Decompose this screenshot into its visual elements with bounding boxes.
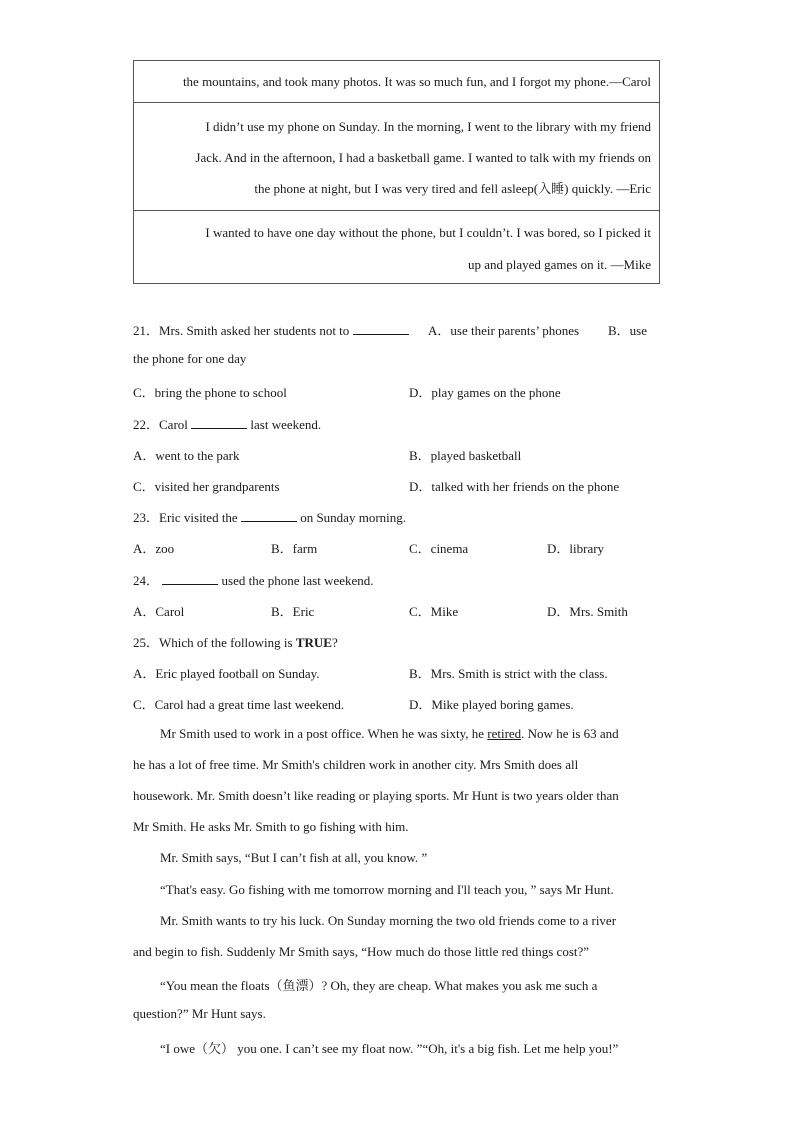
- table-row-mike: [134, 210, 659, 283]
- passage-line: and begin to fish. Suddenly Mr Smith says, “How much do those little red things cost?”: [133, 944, 590, 959]
- passage-line: [160, 726, 619, 742]
- question-23-option-c: C．cinema: [409, 541, 469, 556]
- question-23-stem: 23．Eric visited the: [133, 510, 238, 525]
- table-text-line: I didn’t use my phone on Sunday. In the morning, I went to the library with my friend: [205, 119, 651, 134]
- table-text-line: I wanted to have one day without the phone, but I couldn’t. I was bored, so I picked it: [205, 225, 651, 240]
- passage-text: . Now he is 63 and: [521, 726, 619, 741]
- answer-blank: [191, 418, 247, 429]
- question-21-stem: 21．Mrs. Smith asked her students not to: [133, 323, 350, 338]
- passage-line: he has a lot of free time. Mr Smith's children work in another city. Mrs Smith does all: [133, 757, 579, 772]
- question-25-option-a: A．Eric played football on Sunday.: [133, 666, 320, 681]
- passage-line: Mr. Smith wants to try his luck. On Sunday morning the two old friends come to a river: [160, 913, 617, 928]
- question-21-option-b-cont: the phone for one day: [133, 351, 247, 366]
- question-25-option-c: C．Carol had a great time last weekend.: [133, 697, 345, 712]
- question-21-option-b: B．use: [608, 323, 648, 338]
- passage-line: “I owe（欠） you one. I can’t see my float now. ”“Oh, it's a big fish. Let me help you!”: [160, 1041, 619, 1056]
- table-text-line: the phone at night, but I was very tired and fell asleep(入睡) quickly. —Eric: [254, 181, 651, 196]
- question-25-option-b: B．Mrs. Smith is strict with the class.: [409, 666, 608, 681]
- question-22-option-d: D．talked with her friends on the phone: [409, 479, 620, 494]
- question-23-option-b: B．farm: [271, 541, 318, 556]
- question-24: [133, 570, 374, 589]
- question-24-option-a: A．Carol: [133, 604, 185, 619]
- question-22-option-a: A．went to the park: [133, 448, 240, 463]
- question-23-option-d: D．library: [547, 541, 605, 556]
- table-text-line: Jack. And in the afternoon, I had a basketball game. I wanted to talk with my friends on: [195, 150, 651, 165]
- question-22-stem-end: last weekend.: [250, 417, 322, 432]
- table-row-carol: [134, 61, 659, 102]
- question-24-option-c: C．Mike: [409, 604, 459, 619]
- question-21-option-a: A．use their parents’ phones: [428, 323, 580, 338]
- answer-blank: [162, 574, 218, 585]
- question-21-option-c: C．bring the phone to school: [133, 385, 287, 400]
- question-25-stem: 25．Which of the following is: [133, 635, 293, 650]
- question-25-option-d: D．Mike played boring games.: [409, 697, 574, 712]
- question-23-option-a: A．zoo: [133, 541, 175, 556]
- question-23: [133, 507, 406, 526]
- answers-table: [133, 60, 660, 284]
- question-25-keyword: TRUE: [295, 635, 332, 650]
- question-22: [133, 414, 321, 433]
- passage-line: housework. Mr. Smith doesn’t like reading or playing sports. Mr Hunt is two years older than: [133, 788, 619, 803]
- question-24-stem: 24．: [133, 573, 160, 588]
- passage-text: Mr Smith used to work in a post office. When he was sixty, he: [160, 726, 484, 741]
- question-22-option-c: C．visited her grandparents: [133, 479, 280, 494]
- question-24-option-b: B．Eric: [271, 604, 315, 619]
- question-23-stem-end: on Sunday morning.: [300, 510, 407, 525]
- underlined-word: retired: [487, 726, 522, 741]
- table-text-line: the mountains, and took many photos. It was so much fun, and I forgot my phone.—Carol: [182, 74, 651, 89]
- passage-line: Mr. Smith says, “But I can’t fish at all, you know. ”: [160, 850, 428, 865]
- answer-blank: [241, 511, 297, 522]
- question-21: [133, 320, 409, 339]
- question-22-option-b: B．played basketball: [409, 448, 522, 463]
- passage-line: question?” Mr Hunt says.: [133, 1006, 266, 1021]
- table-row-eric: [134, 102, 659, 210]
- question-24-stem-end: used the phone last weekend.: [221, 573, 374, 588]
- passage-line: “You mean the floats（鱼漂）? Oh, they are cheap. What makes you ask me such a: [160, 978, 598, 993]
- question-21-option-d: D．play games on the phone: [409, 385, 561, 400]
- question-25: [133, 632, 338, 651]
- question-25-stem-end: ?: [331, 635, 338, 650]
- table-text-line: up and played games on it. —Mike: [467, 257, 651, 272]
- passage-line: “That's easy. Go fishing with me tomorrow morning and I'll teach you, ” says Mr Hunt.: [160, 882, 614, 897]
- question-24-option-d: D．Mrs. Smith: [547, 604, 628, 619]
- question-22-stem: 22．Carol: [133, 417, 188, 432]
- passage-line: Mr Smith. He asks Mr. Smith to go fishing with him.: [133, 819, 409, 834]
- answer-blank: [353, 324, 409, 335]
